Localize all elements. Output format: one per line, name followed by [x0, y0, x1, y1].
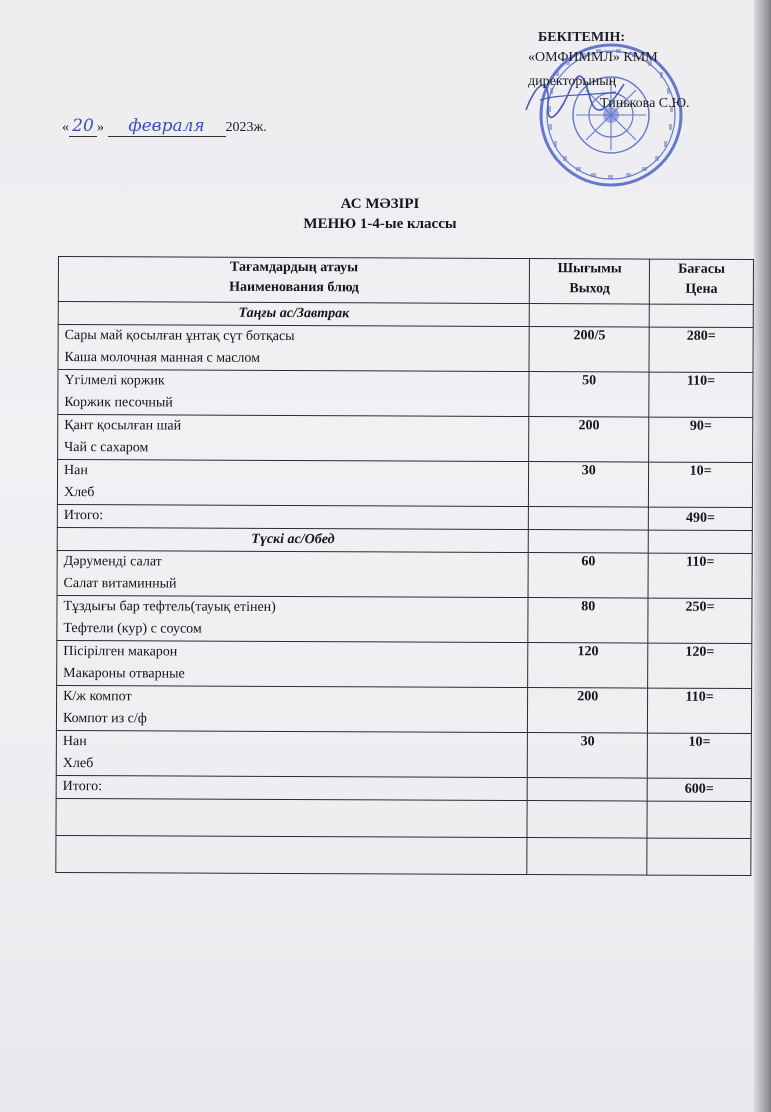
total-label: Итого: [57, 504, 528, 529]
dish-name-kz: Дәруменді салат [63, 554, 162, 570]
empty-cell [649, 304, 753, 327]
dish-price: 110= [648, 688, 752, 733]
dish-price: 10= [647, 733, 751, 778]
section-label-breakfast: Таңғы ас/Завтрак [58, 302, 529, 327]
total-row-breakfast [57, 504, 752, 530]
menu-table [55, 256, 754, 876]
dish-price: 90= [649, 417, 753, 462]
section-row-breakfast [58, 302, 753, 328]
table-row [57, 550, 752, 598]
dish-name-ru: Чай с сахаром [64, 440, 149, 456]
header-dish-name [58, 257, 530, 304]
section-row-lunch [57, 527, 752, 553]
dish-name-kz: Тұздығы бар тефтель(тауық етінен) [63, 599, 276, 615]
date-year: 2023ж. [225, 120, 267, 135]
dish-output: 60 [528, 553, 648, 599]
total-value: 600= [647, 778, 751, 801]
menu-title-kz: АС МӘЗІРІ [340, 196, 420, 212]
empty-cell [648, 530, 752, 553]
date-open-quote: « [62, 120, 69, 135]
header-output-kz: Шығымы [557, 261, 622, 277]
total-row-lunch [56, 775, 751, 801]
header-price [649, 259, 753, 304]
dish-name-ru: Тефтели (кур) с соусом [63, 621, 202, 637]
dish-name-ru: Компот из с/ф [62, 711, 147, 727]
empty-row [56, 798, 751, 838]
header-dish-name-ru: Наименования блюд [229, 279, 359, 296]
empty-cell [529, 530, 649, 554]
dish-price: 110= [648, 553, 752, 598]
dish-name-kz: Қант қосылған шай [64, 418, 182, 434]
approval-position: директорының [528, 74, 617, 89]
dish-name-kz: Пісірілген макарон [63, 644, 178, 660]
approval-heading: БЕКІТЕМІН: [538, 30, 626, 45]
dish-name-kz: К/ж компот [63, 689, 132, 705]
dish-name-ru: Макароны отварные [63, 666, 185, 682]
empty-cell [527, 838, 647, 876]
table-row [57, 595, 752, 643]
dish-name-kz: Нан [62, 734, 87, 750]
table-row [56, 730, 751, 778]
empty-cell [56, 798, 527, 837]
empty-cell [527, 778, 647, 802]
table-row [56, 685, 751, 733]
empty-cell [647, 801, 751, 838]
empty-cell [647, 838, 751, 875]
date-close-quote: » [97, 120, 104, 135]
dish-output: 50 [529, 372, 649, 418]
table-row [57, 640, 752, 688]
dish-output: 200/5 [529, 327, 649, 373]
date-month: февраля [108, 116, 226, 137]
header-dish-name-kz: Тағамдардың атауы [230, 259, 359, 276]
dish-name-kz: Үгілмелі коржик [64, 373, 165, 389]
total-value: 490= [648, 507, 752, 530]
approval-org: «ОМФИММЛ» КММ [528, 50, 658, 65]
empty-cell [530, 304, 650, 328]
paper-edge [754, 0, 771, 1112]
table-row [57, 460, 752, 508]
section-label-lunch: Түскі ас/Обед [57, 527, 528, 552]
menu-title-ru: МЕНЮ 1-4-ые классы [303, 216, 457, 232]
dish-price: 250= [648, 598, 752, 643]
date-day: 20 [69, 116, 97, 137]
header-output [530, 259, 650, 305]
empty-row [56, 835, 751, 875]
dish-name-kz: Нан [64, 463, 88, 479]
empty-cell [529, 507, 649, 531]
dish-price: 120= [648, 643, 752, 688]
dish-name-ru: Каша молочная манная с маслом [64, 350, 261, 366]
header-price-ru: Цена [685, 281, 718, 297]
table-row [58, 325, 753, 373]
table-row [58, 370, 753, 418]
empty-cell [56, 835, 527, 874]
dish-name-ru: Хлеб [62, 756, 94, 772]
dish-output: 200 [528, 688, 648, 734]
document-date [62, 116, 267, 137]
table-row [58, 415, 753, 463]
approval-signer: Тинькова С.Ю. [600, 96, 690, 111]
total-label: Итого: [56, 775, 527, 800]
dish-output: 30 [529, 462, 649, 508]
dish-price: 110= [649, 372, 753, 417]
header-price-kz: Бағасы [678, 261, 725, 277]
dish-output: 120 [528, 643, 648, 689]
empty-cell [527, 801, 647, 839]
dish-output: 200 [529, 417, 649, 463]
table-header-row [58, 257, 753, 305]
dish-name-kz: Сары май қосылған ұнтақ сүт ботқасы [64, 328, 295, 345]
dish-output: 80 [528, 598, 648, 644]
dish-price: 10= [649, 462, 753, 507]
dish-name-ru: Коржик песочный [64, 395, 173, 411]
dish-output: 30 [528, 733, 648, 779]
header-output-ru: Выход [569, 281, 610, 297]
dish-name-ru: Хлеб [63, 485, 95, 501]
dish-price: 280= [649, 327, 753, 372]
dish-name-ru: Салат витаминный [63, 576, 177, 592]
